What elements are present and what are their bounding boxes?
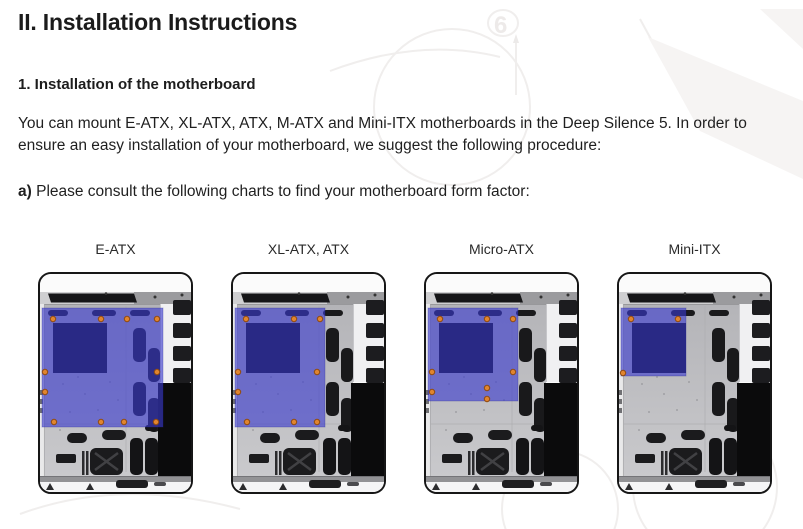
figure-mini-itx xyxy=(617,241,772,494)
standoff-dot xyxy=(243,316,248,321)
figure-label-mini-itx: Mini-ITX xyxy=(668,241,721,257)
section-heading: 1. Installation of the motherboard xyxy=(18,76,256,93)
watermark-digit: 6 xyxy=(494,12,508,39)
standoff-dot xyxy=(429,389,434,394)
page-title: II. Installation Instructions xyxy=(18,9,298,35)
figures-row xyxy=(38,241,785,494)
standoff-dot xyxy=(675,316,680,321)
figure-label-eatx: E-ATX xyxy=(95,241,136,257)
case-photo-mini-itx xyxy=(617,272,772,494)
standoff-dot xyxy=(484,316,489,321)
standoff-dot xyxy=(437,316,442,321)
figure-eatx xyxy=(38,241,193,494)
step-a-marker: a) xyxy=(18,183,32,200)
standoff-dot xyxy=(42,369,47,374)
figure-label-micro-atx: Micro-ATX xyxy=(468,241,535,257)
standoff-dot xyxy=(628,316,633,321)
standoff-dot xyxy=(235,389,240,394)
figure-label-xlatx-atx: XL-ATX, ATX xyxy=(267,241,350,257)
standoff-dot xyxy=(51,419,56,424)
case-photo-micro-atx xyxy=(424,272,579,494)
standoff-dot xyxy=(510,369,515,374)
page xyxy=(0,9,803,494)
figure-xlatx-atx xyxy=(231,241,386,494)
standoff-dot xyxy=(124,316,129,321)
standoff-dot xyxy=(50,316,55,321)
step-a xyxy=(18,182,785,202)
standoff-dot xyxy=(154,316,159,321)
standoff-dot xyxy=(510,316,515,321)
standoff-dot xyxy=(484,396,489,401)
step-a-text: Please consult the following charts to find your motherboard form factor: xyxy=(31,183,530,200)
standoff-dot xyxy=(153,419,158,424)
standoff-dot xyxy=(317,316,322,321)
standoff-dot xyxy=(314,419,319,424)
standoff-dot xyxy=(244,419,249,424)
standoff-dot xyxy=(121,419,126,424)
standoff-dot xyxy=(154,369,159,374)
standoff-dot xyxy=(314,369,319,374)
intro-paragraph: You can mount E-ATX, XL-ATX, ATX, M-ATX and Mini-ITX motherboards in the Deep Silence 5. In order to ensure an easy installation of your motherboard, we suggest the following procedure: xyxy=(18,115,747,154)
standoff-dot xyxy=(429,369,434,374)
standoff-dot xyxy=(484,385,489,390)
standoff-dot xyxy=(291,316,296,321)
standoff-dot xyxy=(291,419,296,424)
case-photo-xlatx-atx xyxy=(231,272,386,494)
case-photo-eatx xyxy=(38,272,193,494)
standoff-dot xyxy=(98,316,103,321)
standoff-dot xyxy=(620,370,625,375)
standoff-dot xyxy=(235,369,240,374)
standoff-dot xyxy=(42,389,47,394)
standoff-dot xyxy=(98,419,103,424)
figure-micro-atx xyxy=(424,241,579,494)
